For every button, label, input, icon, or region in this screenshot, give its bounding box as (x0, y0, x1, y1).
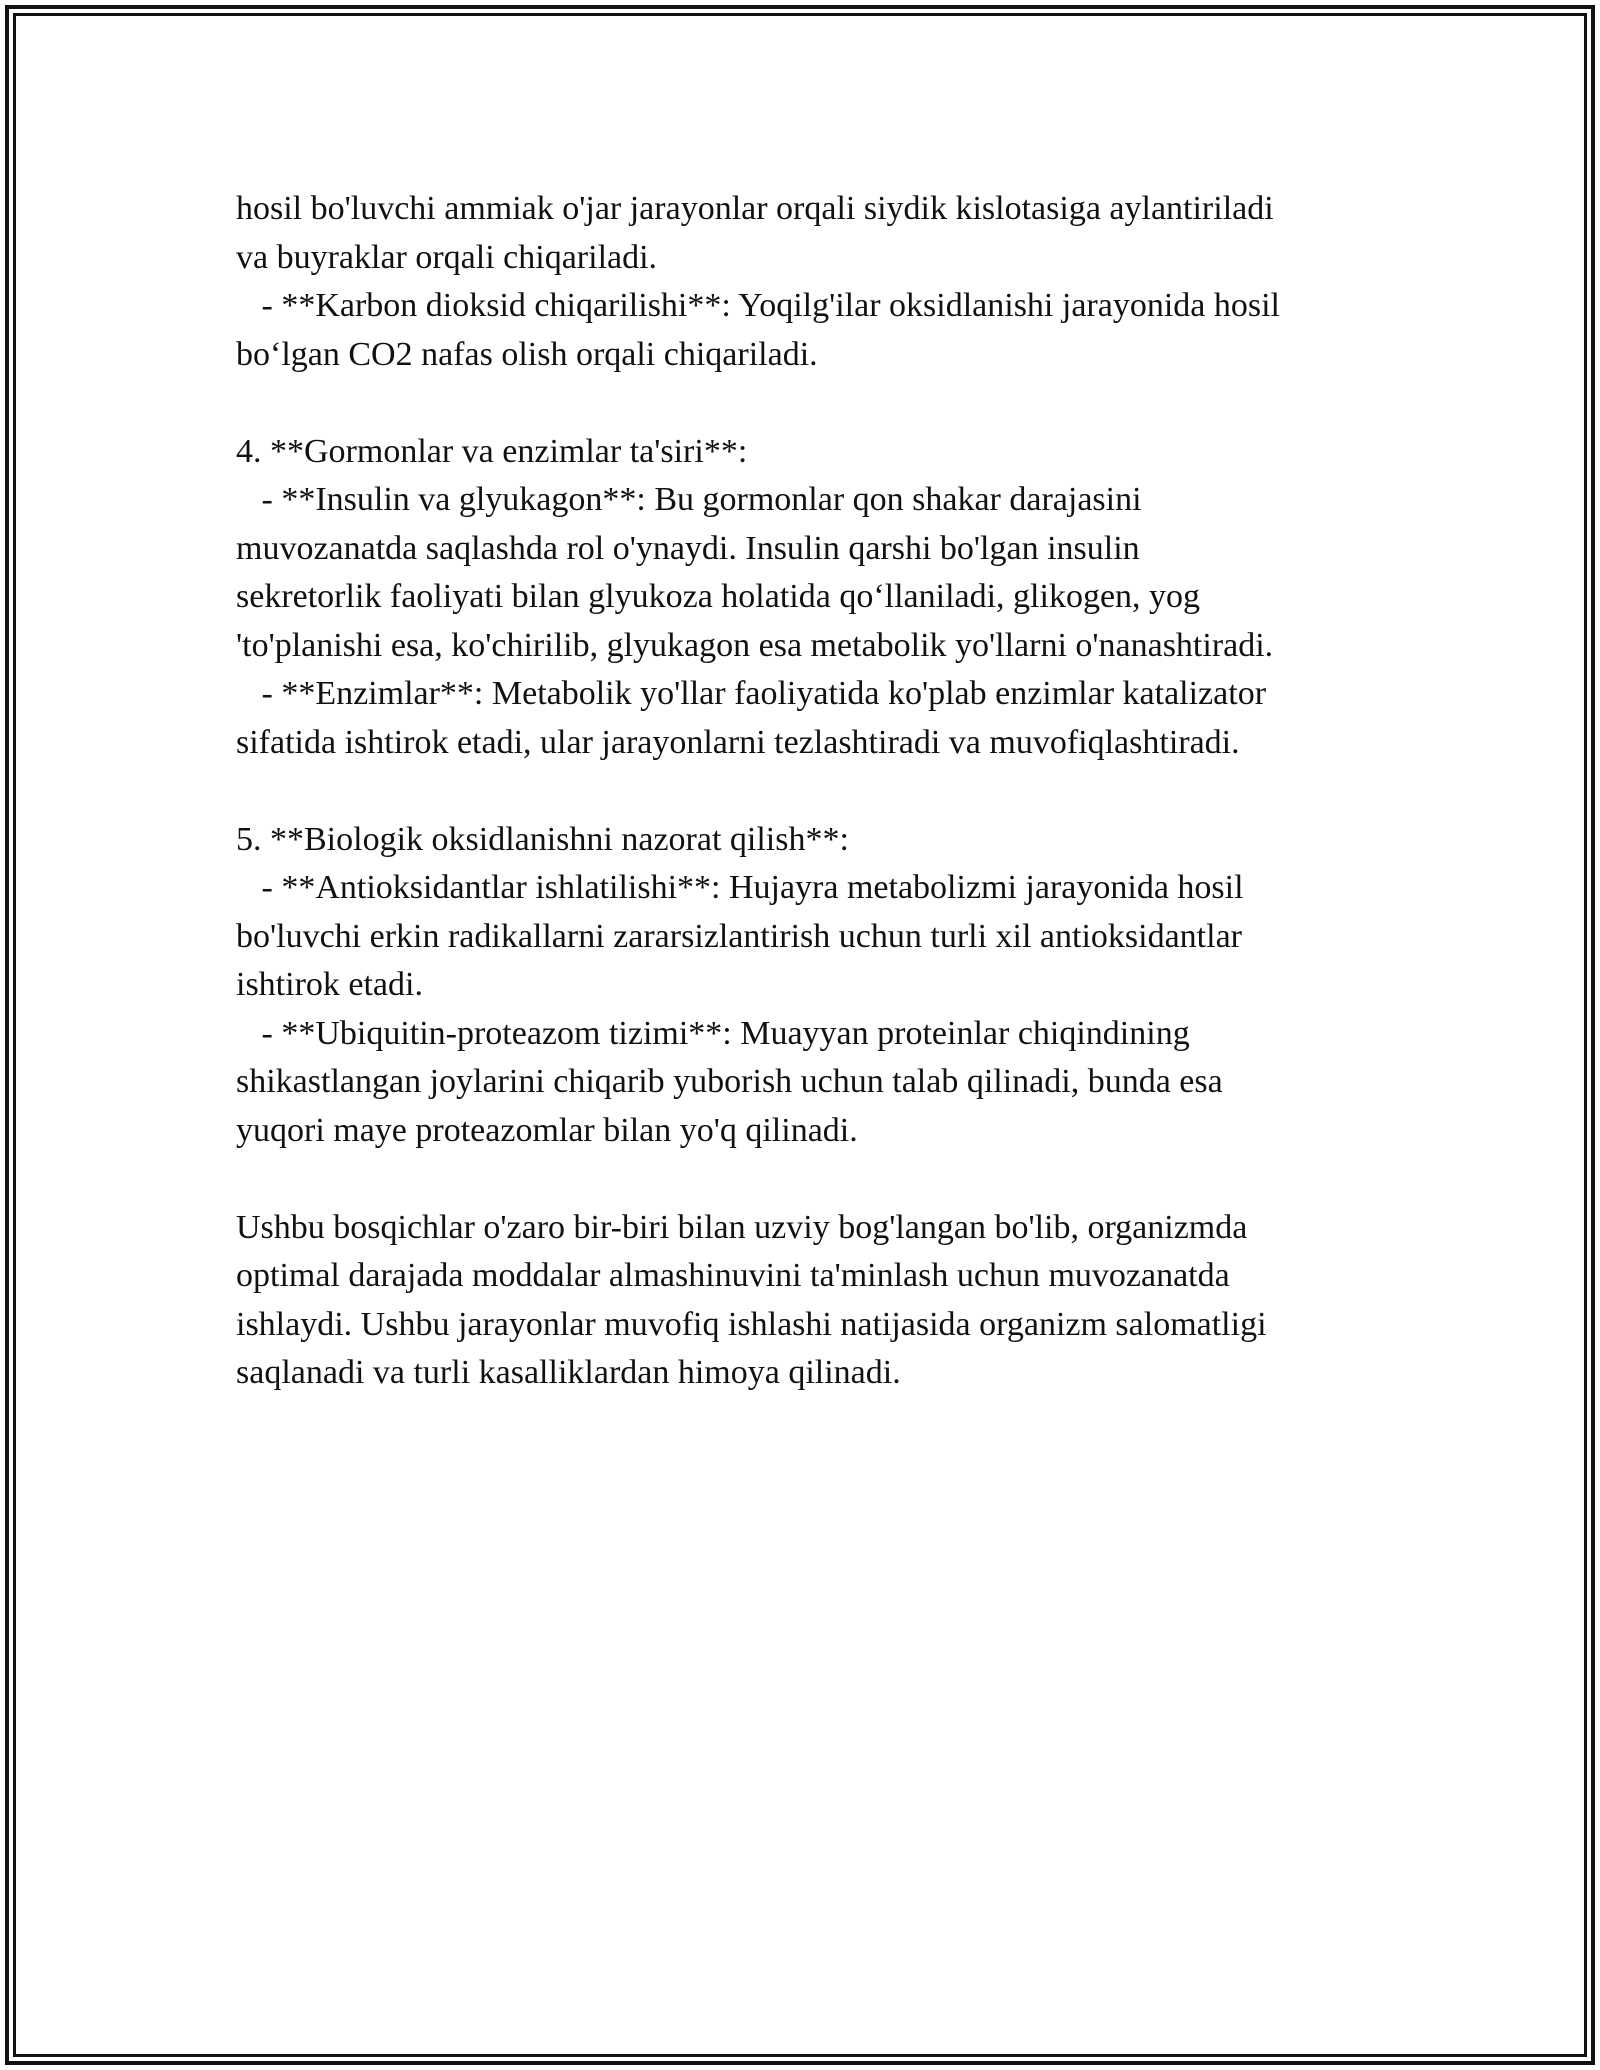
text-line: shikastlangan joylarini chiqarib yuborish uchun talab qilinadi, bunda esa (236, 1063, 1223, 1100)
section-heading: 5. **Biologik oksidlanishni nazorat qilish**: (236, 820, 849, 858)
text-line: hosil bo'luvchi ammiak o'jar jarayonlar orqali siydik kislotasiga aylantiriladi (236, 190, 1274, 227)
text-line: saqlanadi va turli kasalliklardan himoya qilinadi. (236, 1354, 901, 1391)
text-line: muvozanatda saqlashda rol o'ynaydi. Insulin qarshi bo'lgan insulin (236, 529, 1140, 567)
text-line: sifatida ishtirok etadi, ular jarayonlarni tezlashtiradi va muvofiqlashtiradi. (236, 723, 1240, 761)
text-line: optimal darajada moddalar almashinuvini ta'minlash uchun muvozanatda (236, 1257, 1230, 1294)
text-line: va buyraklar orqali chiqariladi. (236, 238, 658, 276)
text-line: Ushbu bosqichlar o'zaro bir-biri bilan uzviy bog'langan bo'lib, organizmda (236, 1208, 1248, 1246)
text-line: yuqori maye proteazomlar bilan yo'q qilinadi. (236, 1111, 858, 1149)
text-line: - **Ubiquitin-proteazom tizimi**: Muayyan proteinlar chiqindining (236, 1014, 1190, 1052)
blank-line (236, 767, 1396, 816)
document-body (236, 185, 1396, 1398)
section-heading: 4. **Gormonlar va enzimlar ta'siri**: (236, 432, 748, 470)
blank-line (236, 379, 1396, 428)
text-line: bo‘lgan CO2 nafas olish orqali chiqariladi. (236, 335, 818, 373)
text-line: ishtirok etadi. (236, 966, 423, 1003)
text-line: ishlaydi. Ushbu jarayonlar muvofiq ishlashi natijasida organizm salomatligi (236, 1305, 1267, 1343)
text-line: 'to'planishi esa, ko'chirilib, glyukagon esa metabolik yo'llarni o'nanashtiradi. (236, 626, 1274, 664)
blank-line (236, 1155, 1396, 1204)
text-line: - **Antioksidantlar ishlatilishi**: Hujayra metabolizmi jarayonida hosil (236, 869, 1244, 906)
text-line: - **Karbon dioksid chiqarilishi**: Yoqilg'ilar oksidlanishi jarayonida hosil (236, 287, 1280, 324)
text-line: bo'luvchi erkin radikallarni zararsizlantirish uchun turli xil antioksidantlar (236, 917, 1242, 955)
text-line: sekretorlik faoliyati bilan glyukoza holatida qo‘llaniladi, glikogen, yog (236, 578, 1201, 615)
text-line: - **Insulin va glyukagon**: Bu gormonlar qon shakar darajasini (236, 481, 1142, 518)
text-line: - **Enzimlar**: Metabolik yo'llar faoliyatida ko'plab enzimlar katalizator (236, 675, 1267, 712)
